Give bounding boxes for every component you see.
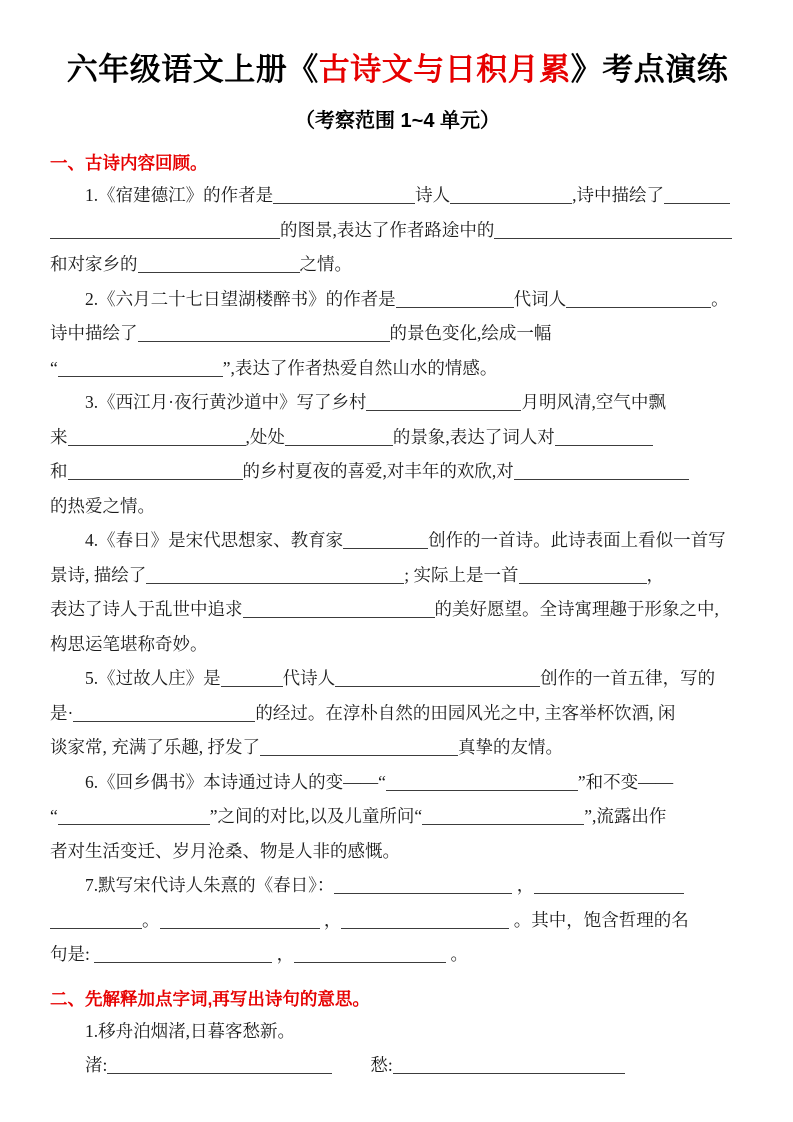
fill-in-blank bbox=[334, 877, 512, 895]
text-segment: 诗人 bbox=[415, 185, 451, 205]
fill-in-blank bbox=[366, 394, 521, 412]
fill-in-blank bbox=[138, 325, 390, 343]
text-segment: 者对生活变迁、岁月沧桑、物是人非的感慨。 bbox=[50, 840, 400, 861]
text-segment: 创作的一首诗。此诗表面上看似一首写 bbox=[428, 530, 726, 550]
text-segment: 。 bbox=[711, 288, 729, 309]
text-segment: 月明风清,空气中飘 bbox=[521, 392, 666, 412]
text-segment: ,诗中描绘了 bbox=[572, 185, 664, 205]
text-line bbox=[50, 558, 745, 593]
fill-in-blank bbox=[494, 221, 732, 239]
text-segment: 的经过。在淳朴自然的田园风光之中, 主客举杯饮酒, 闲 bbox=[255, 702, 676, 723]
section-heading: 一、古诗内容回顾。 bbox=[50, 153, 208, 173]
title-suffix: 》考点演练 bbox=[570, 52, 729, 87]
fill-in-blank bbox=[94, 946, 272, 964]
text-line bbox=[50, 903, 745, 938]
text-line bbox=[50, 765, 745, 800]
fill-in-blank bbox=[146, 566, 404, 584]
text-segment: 构思运笔堪称奇妙。 bbox=[50, 633, 208, 654]
text-line bbox=[50, 592, 745, 627]
text-line bbox=[50, 937, 745, 972]
text-segment: 。其中，饱含哲理的名 bbox=[509, 909, 689, 930]
fill-in-blank bbox=[555, 428, 653, 446]
text-line bbox=[50, 1014, 745, 1049]
section-heading: 二、先解释加点字词,再写出诗句的意思。 bbox=[50, 988, 370, 1009]
text-segment: 。 bbox=[446, 944, 468, 964]
text-line bbox=[50, 1048, 745, 1083]
text-segment: 6.《回乡偶书》本诗通过诗人的变——“ bbox=[85, 771, 386, 792]
text-line bbox=[50, 351, 745, 386]
fill-in-blank bbox=[664, 187, 730, 205]
fill-in-blank bbox=[58, 808, 210, 826]
text-line bbox=[50, 834, 745, 869]
text-segment: 的美好愿望。全诗寓理趣于形象之中, bbox=[434, 599, 719, 619]
text-segment: 真挚的友情。 bbox=[458, 737, 563, 757]
text-segment: 7.默写宋代诗人朱熹的《春日》： bbox=[85, 875, 335, 895]
fill-in-blank bbox=[73, 704, 255, 722]
text-segment: ,处处 bbox=[245, 426, 285, 447]
text-segment: 3.《西江月·夜行黄沙道中》写了乡村 bbox=[85, 392, 367, 412]
fill-in-blank bbox=[243, 601, 435, 619]
fill-in-blank bbox=[519, 566, 647, 584]
text-segment: “ bbox=[50, 357, 58, 378]
fill-in-blank bbox=[273, 187, 415, 205]
text-segment: ”之间的对比,以及儿童所问“ bbox=[209, 806, 423, 826]
text-segment: 1.移舟泊烟渚,日暮客愁新。 bbox=[85, 1020, 295, 1041]
text-segment: ， bbox=[272, 944, 295, 964]
text-line bbox=[50, 247, 745, 282]
text-segment: ; 实际上是一首 bbox=[404, 564, 519, 585]
fill-in-blank bbox=[260, 739, 458, 757]
fill-in-blank bbox=[221, 670, 283, 688]
fill-in-blank bbox=[534, 877, 684, 895]
document-title bbox=[50, 48, 745, 92]
title-prefix: 六年级语文上册《 bbox=[66, 52, 319, 87]
document-subtitle: （考察范围 1~4 单元） bbox=[294, 110, 501, 132]
text-segment: 4.《春日》是宋代思想家、教育家 bbox=[85, 530, 344, 550]
text-segment: 代词人 bbox=[513, 288, 567, 309]
fill-in-blank bbox=[514, 463, 689, 481]
fill-in-blank bbox=[68, 428, 246, 446]
fill-in-blank bbox=[386, 773, 578, 791]
text-segment: 的热爱之情。 bbox=[50, 495, 155, 516]
text-segment: 和对家乡的 bbox=[50, 254, 138, 274]
text-segment: ， bbox=[512, 875, 535, 895]
text-segment: 代诗人 bbox=[282, 668, 336, 688]
text-segment: 。 bbox=[142, 909, 160, 930]
text-segment: 2.《六月二十七日望湖楼醉书》的作者是 bbox=[85, 288, 396, 309]
text-segment: ， bbox=[646, 564, 664, 585]
fill-in-blank bbox=[294, 946, 446, 964]
fill-in-blank bbox=[396, 290, 514, 308]
text-line bbox=[50, 489, 745, 524]
text-segment: ”,表达了作者热爱自然山水的情感。 bbox=[222, 357, 498, 378]
text-segment: 愁: bbox=[370, 1055, 393, 1075]
sections-container bbox=[50, 148, 745, 1083]
text-line bbox=[50, 661, 745, 696]
text-segment: 谈家常, 充满了乐趣, 抒发了 bbox=[50, 737, 260, 757]
fill-in-blank bbox=[393, 1057, 625, 1075]
text-segment: ”和不变—— bbox=[577, 771, 674, 792]
text-line bbox=[50, 799, 745, 834]
fill-in-blank bbox=[107, 1057, 332, 1075]
text-segment: 的乡村夏夜的喜爱,对丰年的欢欣,对 bbox=[242, 461, 514, 481]
text-line bbox=[50, 213, 745, 248]
text-segment: 和 bbox=[50, 461, 68, 481]
text-line bbox=[50, 385, 745, 420]
text-segment: 诗中描绘了 bbox=[50, 323, 138, 343]
text-segment: 之情。 bbox=[299, 254, 352, 274]
text-segment: 1.《宿建德江》的作者是 bbox=[85, 185, 274, 205]
fill-in-blank bbox=[285, 428, 393, 446]
text-line bbox=[50, 730, 745, 765]
fill-in-blank bbox=[341, 911, 509, 929]
text-segment: 是· bbox=[50, 702, 74, 723]
fill-in-blank bbox=[138, 256, 300, 274]
text-segment: 创作的一首五律，写的 bbox=[540, 668, 716, 688]
text-line bbox=[50, 178, 745, 213]
text-segment: 表达了诗人于乱世中追求 bbox=[50, 599, 243, 619]
fill-in-blank bbox=[566, 290, 711, 308]
text-segment: ”,流露出作 bbox=[584, 806, 667, 826]
text-segment: 的图景,表达了作者路途中的 bbox=[280, 219, 495, 240]
text-line bbox=[50, 454, 745, 489]
fill-in-blank bbox=[50, 911, 142, 929]
text-segment: 渚: bbox=[85, 1055, 108, 1075]
fill-in-blank bbox=[50, 221, 280, 239]
fill-in-blank bbox=[422, 808, 584, 826]
fill-in-blank bbox=[450, 187, 572, 205]
text-segment: 的景色变化,绘成一幅 bbox=[389, 323, 552, 343]
text-segment: 5.《过故人庄》是 bbox=[85, 668, 221, 688]
fill-in-blank bbox=[68, 463, 243, 481]
text-line bbox=[50, 282, 745, 317]
text-line bbox=[50, 627, 745, 662]
fill-in-blank bbox=[160, 911, 320, 929]
text-segment: “ bbox=[50, 806, 58, 826]
spacer bbox=[332, 1070, 370, 1071]
text-line bbox=[50, 420, 745, 455]
fill-in-blank bbox=[343, 532, 428, 550]
text-segment: 来 bbox=[50, 426, 68, 447]
text-segment: 句是: bbox=[50, 944, 95, 964]
text-line bbox=[50, 316, 745, 351]
fill-in-blank bbox=[58, 359, 223, 377]
text-line bbox=[50, 696, 745, 731]
text-segment: 的景象,表达了词人对 bbox=[392, 426, 555, 447]
text-segment: ， bbox=[319, 909, 342, 930]
fill-in-blank bbox=[335, 670, 540, 688]
text-segment: 景诗, 描绘了 bbox=[50, 564, 147, 585]
title-highlight: 古诗文与日积月累 bbox=[318, 52, 571, 87]
text-line bbox=[50, 868, 745, 903]
text-line bbox=[50, 523, 745, 558]
